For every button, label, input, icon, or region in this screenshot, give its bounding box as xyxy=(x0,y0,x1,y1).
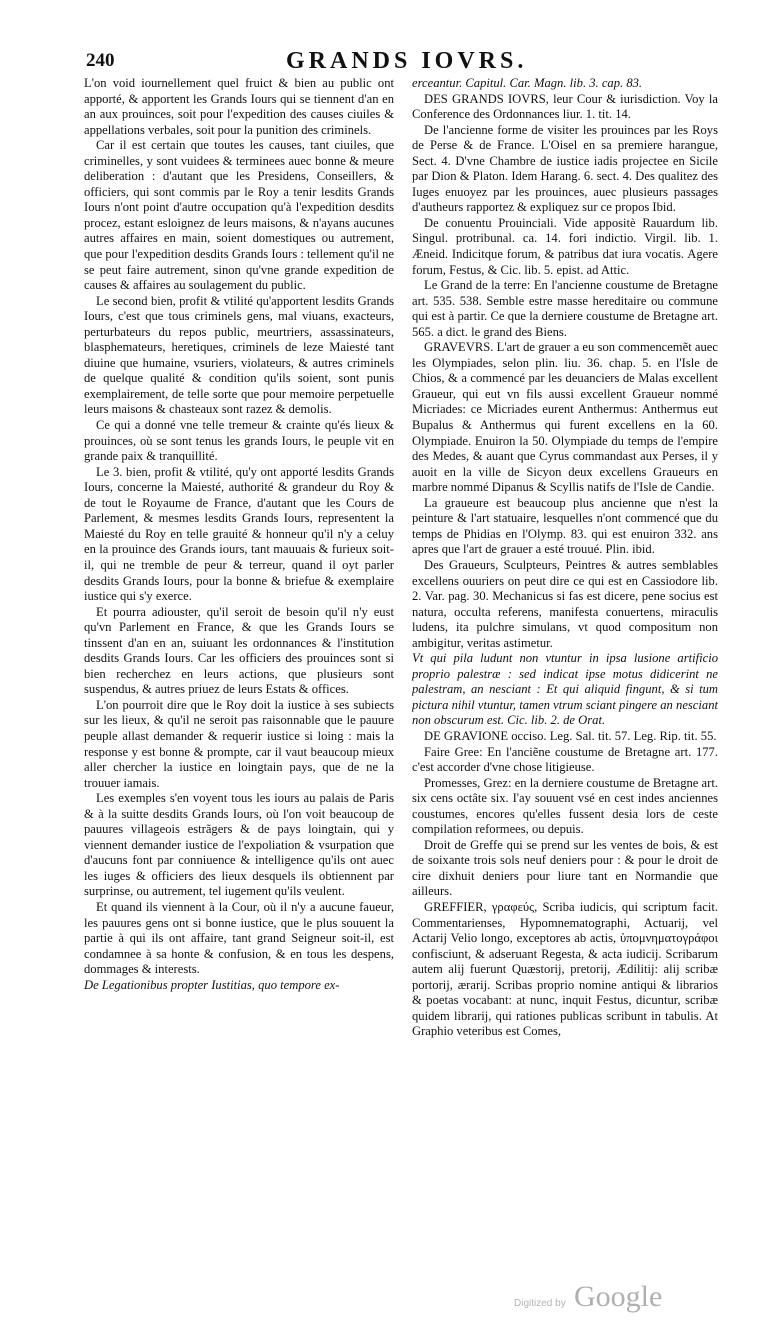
paragraph: Droit de Greffe qui se prend sur les ventes de bois, & est de soixante trois sols neuf deniers pour : & pour le droit de cire dixhuit deniers pour liure tant en Normandie que ailleurs. xyxy=(412,837,718,899)
paragraph: Le Grand de la terre: En l'ancienne coustume de Bretagne art. 535. 538. Semble estre masse hereditaire ou commune qui est à partir. Ce que la derniere coustume de Bretagne art. 565. a dict. le grand des Biens. xyxy=(412,278,718,339)
paragraph: GREFFIER, γραφεύς, Scriba iudicis, qui scriptum facit. Commentarienses, Hypomnematographi, Actuarij, vel Actarij Velio longo, exceptores ab actis, ὑπομνηματογράφοι confisciunt, & adseruant Regesta, & acta iudicij. Scribarum autem alij fuerunt Quæstorij, pretorij, Ædilitij: alij scribæ portorij, ærarij. Scribas proprio nomine antiqui & librarios & poetas vocabant: at nunc, inquit Festus, dicuntur, scribæ quidem librarij, qui rationes publicas scribunt in tabulis. At Graphio veteribus est Comes, xyxy=(412,899,718,1039)
paragraph: Le 3. bien, profit & vtilité, qu'y ont apporté lesdits Grands Iours, concerne la Maiesté, authorité & grandeur du Roy & de tout le Royaume de France, d'autant que les Cours de Parlement, & mesmes lesdits Grands Iours, representent la Maiesté du Roy en telle grauité & honneur qu'il n'y a celuy en la prouince des Grands iours, tant mauuais & furieux soit-il, qui ne tremble de peur & terreur, quand il oyt parler desdits Grands Iours, pour la bonne & briefue & exemplaire iustice qui s'y exerce. xyxy=(84,464,394,604)
paragraph: De l'ancienne forme de visiter les prouinces par les Roys de Perse & de France. L'Oisel en sa premiere harangue, Sect. 4. D'vne Chambre de iustice iadis projectee en Sicile par Dion & Platon. Idem Harang. 6. sect. 4. Des qualitez des Iuges enuoyez par les prouinces, auec plusieurs passages d'autheurs rapportez & expliquez sur ce propos Ibid. xyxy=(412,122,718,215)
running-title: GRANDS IOVRS. xyxy=(286,48,528,74)
paragraph: Des Graueurs, Sculpteurs, Peintres & autres semblables excellens ouuriers on peut dire ce qui est en Cassiodore lib. 2. Var. pag. 30. Mechanicus si fas est dicere, pene socius est natura, occulta referens, manifesta conuertens, miraculis ludens, ita pulchre simulans, vt quod compositum non ambigitur, veritas astimetur. xyxy=(412,557,718,650)
paragraph: Le second bien, profit & vtilité qu'apportent lesdits Grands Iours, c'est que tous criminels gens, mal viuans, exacteurs, perturbateurs du repos public, meurtriers, assassinateurs, blasphemateurs, heretiques, criminels de leze Maiesté tant diuine que humaine, vsuriers, violateurs, & autres criminels de quelque qualité & condition qu'ils soient, sont punis exemplairement, de telle sorte que pour memoire perpetuelle leurs maisons & chasteaux sont razez & demolis. xyxy=(84,293,394,417)
paragraph: Les exemples s'en voyent tous les iours au palais de Paris & à la suitte desdits Grands Iours, où l'on voit beaucoup de pauures villageois estrãgers & de pays loingtain, qui y viennent demander iustice de l'expoliation & vsurpation que d'aucuns font par conniuence & intelligence qu'ils ont auec les iuges & officiers des lieux desquels ils obtiennent par surprinse, ou autrement, tel iugement qu'ils veulent. xyxy=(84,791,394,899)
paragraph: Vt qui pila ludunt non vtuntur in ipsa lusione artificio proprio palestræ : sed indicat ipse motus didicerint ne palestram, an nesciant : Et qui aliquid fingunt, & si tum pictura nihil vtuntur, tamen vtrum sciant pingere an nesciant non obscurum est. Cic. lib. 2. de Orat. xyxy=(412,651,718,728)
paragraph: De conuentu Prouinciali. Vide appositè Rauardum lib. Singul. protribunal. ca. 14. fori indictio. Virgil. lib. 1. Æneid. Indicitque forum, & patribus dat iura vocatis. Agere forum, Festus, & Cic. lib. 5. epist. ad Attic. xyxy=(412,215,718,277)
google-logo: Google xyxy=(574,1280,663,1313)
paragraph: Et pourra adiouster, qu'il seroit de besoin qu'il n'y eust qu'vn Parlement en France, & que les Grands Iours se tinssent d'an en an, suiuant les ordonnances & l'institution desdits Grands Iours. Car les officiers des prouinces sont si bien recherchez en leurs actions, que plusieurs sont suspendus, & autres priuez de leurs Estats & offices. xyxy=(84,604,394,697)
page-number: 240 xyxy=(86,50,115,71)
paragraph: Promesses, Grez: en la derniere coustume de Bretagne art. six cens octâte six. I'ay souuent vsé en cest indes anciennes coustumes, encores qu'elles fussent desia lors de ceste compilation reformees, ou depuis. xyxy=(412,775,718,837)
left-column xyxy=(84,76,394,993)
paragraph: Car il est certain que toutes les causes, tant ciuiles, que criminelles, y sont vuidees & terminees auec bonne & meure deliberation : d'autant que les Presidens, Conseillers, & officiers, qui sont commis par le Roy a tenir lesdits Grands Iours n'ont point d'autre occupation qu'à l'expedition desdits procez, estant esloignez de leurs maisons, & n'ayans aucunes autres affaires en main, soient domestiques ou autrement, que pour l'expedition desdits Grands Iours : tellement qu'il ne se peut faire autrement, sinon qu'vne grande expedition de causes & affaires au soulagement du public. xyxy=(84,138,394,293)
paragraph: La graueure est beaucoup plus ancienne que n'est la peinture & l'art statuaire, lesquelles n'ont commencé que du temps de Phidias en l'Olymp. 83. qui est enuiron 332. ans apres que l'art de grauer a esté trouué. Plin. ibid. xyxy=(412,495,718,557)
paragraph: GRAVEVRS. L'art de grauer a eu son commencemẽt auec les Olympiades, selon plin. liu. 36. chap. 5. en l'Isle de Chios, & a commencé par les deuanciers de Malas excellent Graueur, qui eut vn fils aussi excellent Graueur nommé Micriades: ce Micriades eurent Anthermus: Anthermus eut Bupalus & Anthermus qui furent excellens en la 60. Olympiade. Enuiron la 50. Olympiade du temps de l'empire des Medes, & auant que Cyrus commandast aux Perses, il y auoit en la ville de Sicyon deux excellens Graueurs en marbre nommé Dipanus & Scyllis natifs de l'Isle de Candie. xyxy=(412,340,718,495)
paragraph: L'on void iournellement quel fruict & bien au public ont apporté, & apportent les Grands Iours qui se tiennent d'an en an aux prouinces, soit pour l'expedition des causes ciuiles & appellations verbales, soit pour la punition des criminels. xyxy=(84,76,394,137)
paragraph: L'on pourroit dire que le Roy doit la iustice à ses subiects sur les lieux, & qu'il ne seroit pas raisonnable que le pauure peuple allast demander & requerir iustice si loing : mais la response y est bonne & prompte, car il vaut beaucoup mieux aller chercher la iustice en loingtain pays, que de ne la trouuer iamais. xyxy=(84,697,394,790)
paragraph: DE GRAVIONE occiso. Leg. Sal. tit. 57. Leg. Rip. tit. 55. xyxy=(424,728,717,743)
digitization-watermark xyxy=(514,1280,714,1320)
right-column xyxy=(412,76,718,1040)
page-header xyxy=(86,48,716,78)
paragraph: Ce qui a donné vne telle tremeur & crainte qu'és lieux & prouinces, où se sont tenus les grands Iours, le peuple vit en grande paix & tranquillité. xyxy=(84,418,394,464)
paragraph: erceantur. Capitul. Car. Magn. lib. 3. cap. 83. xyxy=(412,76,643,90)
digitized-by-label: Digitized by xyxy=(514,1298,566,1309)
paragraph: DES GRANDS IOVRS, leur Cour & iurisdiction. Voy la Conference des Ordonnances liur. 1. tit. 14. xyxy=(412,91,718,122)
paragraph: Et quand ils viennent à la Cour, où il n'y a aucune faueur, les pauures gens ont si bonne iustice, que le plus souuent la partie à qui ils ont affaire, tant grand Seigneur soit-il, est condamnee à sa honte & confusion, & en tous les despens, dommages & interests. xyxy=(84,899,394,977)
paragraph: Faire Gree: En l'anciẽne coustume de Bretagne art. 177. c'est accorder d'vne chose litigieuse. xyxy=(412,744,718,775)
paragraph: De Legationibus propter Iustitias, quo tempore ex- xyxy=(84,977,340,992)
